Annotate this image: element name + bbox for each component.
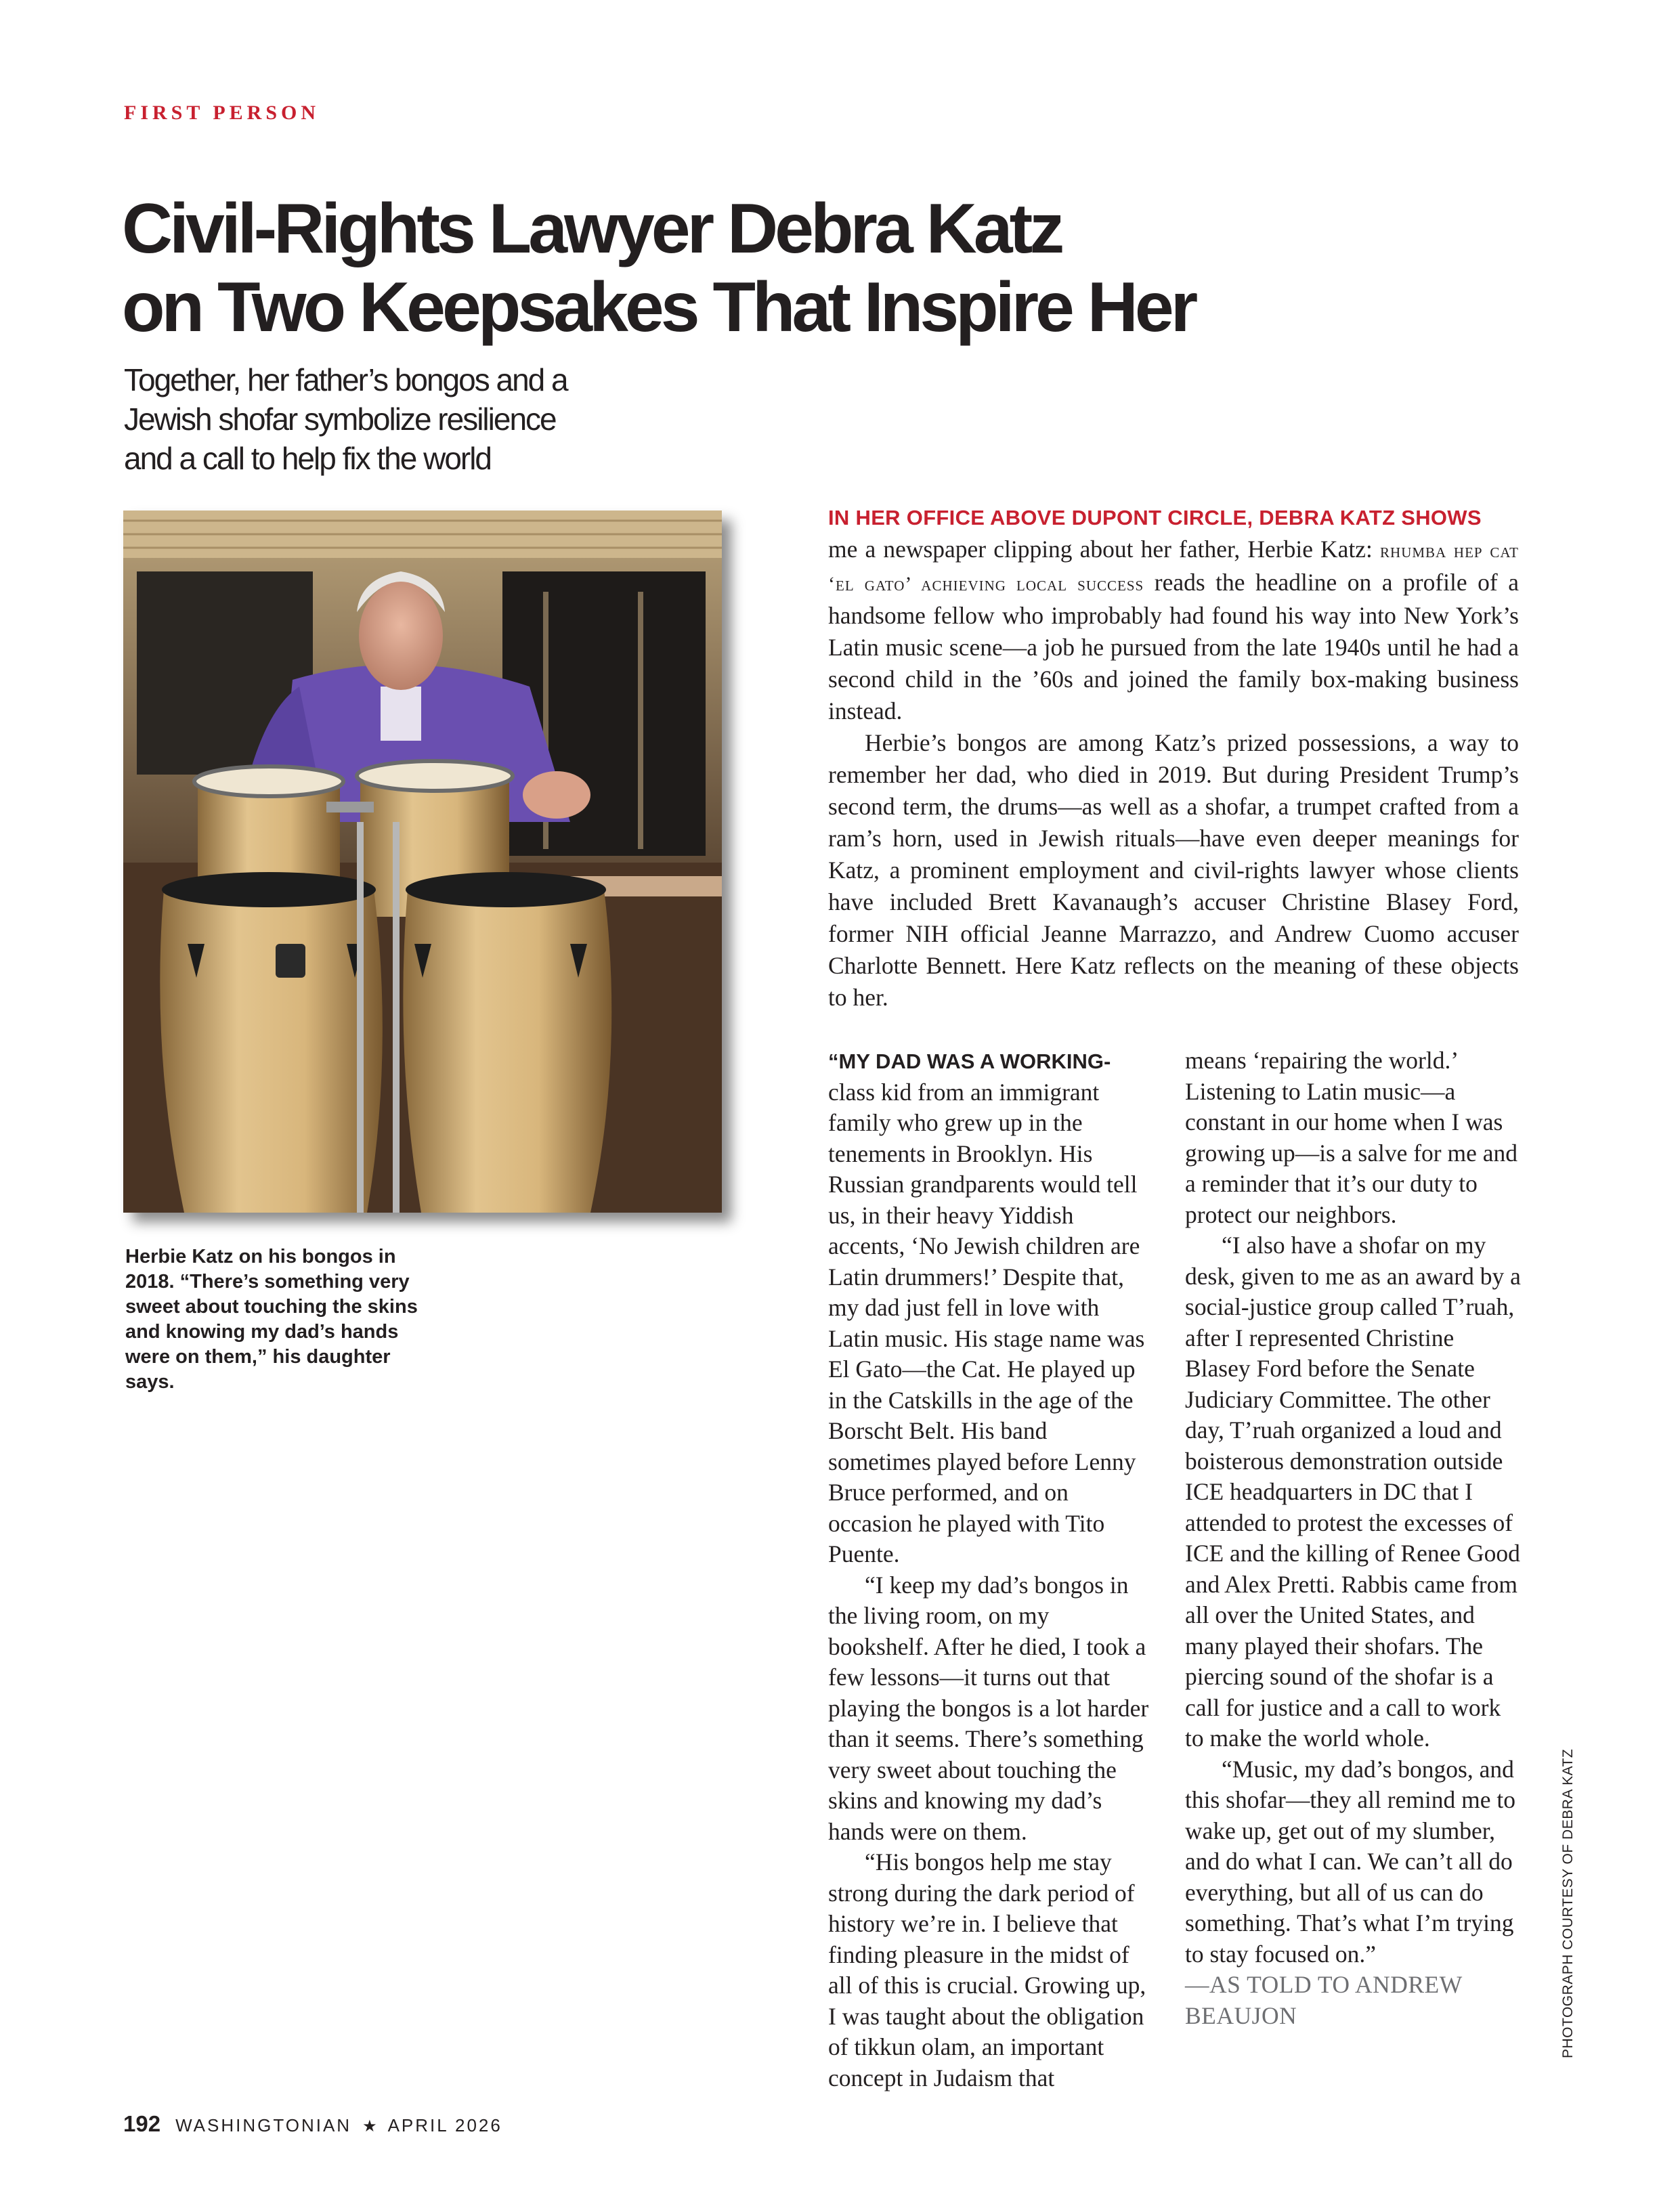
col2-paragraph-3: “Music, my dad’s bongos, and this shofar—they all remind me to wake up, get out of my slumber, and do what I can. We can’t all do everything, but all of us can do something. That’s what I’m trying to stay focused on.” bbox=[1185, 1755, 1516, 1968]
section-label: FIRST PERSON bbox=[124, 102, 320, 124]
photo-caption: Herbie Katz on his bongos in 2018. “There’s something very sweet about touching the skins and knowing my dad’s hands were on them,” his daughter says. bbox=[125, 1246, 418, 1393]
headline bbox=[122, 190, 1578, 347]
intro-lede: IN HER OFFICE ABOVE DUPONT CIRCLE, DEBRA KATZ SHOWS bbox=[828, 506, 1482, 529]
body-column-2 bbox=[1185, 1045, 1524, 2031]
dek bbox=[124, 360, 733, 478]
dek-line-3: and a call to help fix the world bbox=[124, 441, 492, 476]
col1-paragraph-1 bbox=[828, 1045, 1152, 1570]
photo-credit: PHOTOGRAPH COURTESY OF DEBRA KATZ bbox=[1560, 1748, 1576, 2058]
intro-paragraph-1 bbox=[828, 501, 1519, 727]
photo-image bbox=[123, 511, 722, 1213]
byline: —AS TOLD TO ANDREW BEAUJON bbox=[1185, 1971, 1463, 2029]
col2-paragraph-2: “I also have a shofar on my desk, given to me as an award by a social-justice group called T’ruah, after I represented Christine Blasey Ford before the Senate Judiciary Committee. The other day, T’ruah organized a loud and boisterous demonstration outside ICE headquarters in DC that I attended to protest the excesses of ICE and the killing of Renee Good and Alex Pretti. Rabbis came from all over the United States, and many played their shofars. The piercing sound of the shofar is a call for justice and a call to work to make the world whole. bbox=[1185, 1232, 1521, 1752]
intro-p1-a: me a newspaper clipping about her father, Herbie Katz: bbox=[828, 536, 1373, 563]
headline-line-1: Civil-Rights Lawyer Debra Katz bbox=[122, 190, 1062, 268]
dek-line-1: Together, her father’s bongos and a bbox=[124, 362, 567, 397]
clipping-headline: rhumba hep cat ‘el gato’ achieving local success bbox=[828, 540, 1520, 595]
col1-p1-text: class kid from an immigrant family who grew up in the tenements in Brooklyn. His Russian grandparents would tell us, in their heavy Yiddish accents, ‘No Jewish children are Latin drummers!’ Despite that, my dad just fell in love with Latin music. His stage name was El Gato—the Cat. He played up in the Catskills in the age of the Borscht Belt. His band sometimes played before Lenny Bruce performed, and on occasion he played with Tito Puente. bbox=[828, 1078, 1145, 1567]
star-icon: ★ bbox=[362, 2117, 377, 2135]
issue-date: APRIL 2026 bbox=[387, 2115, 502, 2135]
col2-paragraph-1: means ‘repairing the world.’ Listening to Latin music—a constant in our home when I was growing up—is a salve for me and a reminder that it’s our duty to protect our neighbors. bbox=[1185, 1047, 1517, 1228]
intro-text bbox=[828, 501, 1519, 1014]
page-number: 192 bbox=[123, 2111, 161, 2136]
folio bbox=[123, 2111, 502, 2137]
intro-paragraph-2: Herbie’s bongos are among Katz’s prized possessions, a way to remember her dad, who died in 2019. But during President Trump’s second term, the drums—as well as a shofar, a trumpet crafted from a ram’s horn, used in Jewish rituals—have even deeper meanings for Katz, a prominent employment and civil-rights lawyer whose clients have included Brett Kavanaugh’s accuser Christine Blasey Ford, former NIH official Jeanne Marrazzo, and Andrew Cuomo accuser Charlotte Bennett. Here Katz reflects on the meaning of these objects to her. bbox=[828, 729, 1519, 1011]
quote-lede: “MY DAD WAS A WORKING- bbox=[828, 1049, 1111, 1073]
col1-paragraph-2: “I keep my dad’s bongos in the living room, on my bookshelf. After he died, I took a few lessons—it turns out that playing the bongos is a lot harder than it seems. There’s something very sweet about touching the skins and knowing my dad’s hands were on them. bbox=[828, 1571, 1149, 1845]
photo-herbie-katz-bongos bbox=[123, 511, 722, 1213]
intro-p1-b: reads the headline on a profile of a handsome fellow who improbably had found his way into New York’s Latin music scene—a job he pursued from the late 1940s until he had a second child in the ’60s and joined the family box-making business instead. bbox=[828, 569, 1520, 724]
publication-name: WASHINGTONIAN bbox=[175, 2115, 352, 2135]
body-column-1 bbox=[828, 1045, 1152, 2094]
col1-paragraph-3: “His bongos help me stay strong during the dark period of history we’re in. I believe that finding pleasure in the midst of all of this is crucial. Growing up, I was taught about the obligation of tikkun olam, an important concept in Judaism that bbox=[828, 1848, 1146, 2091]
headline-line-2: on Two Keepsakes That Inspire Her bbox=[122, 268, 1195, 347]
dek-line-2: Jewish shofar symbolize resilience bbox=[124, 402, 556, 437]
